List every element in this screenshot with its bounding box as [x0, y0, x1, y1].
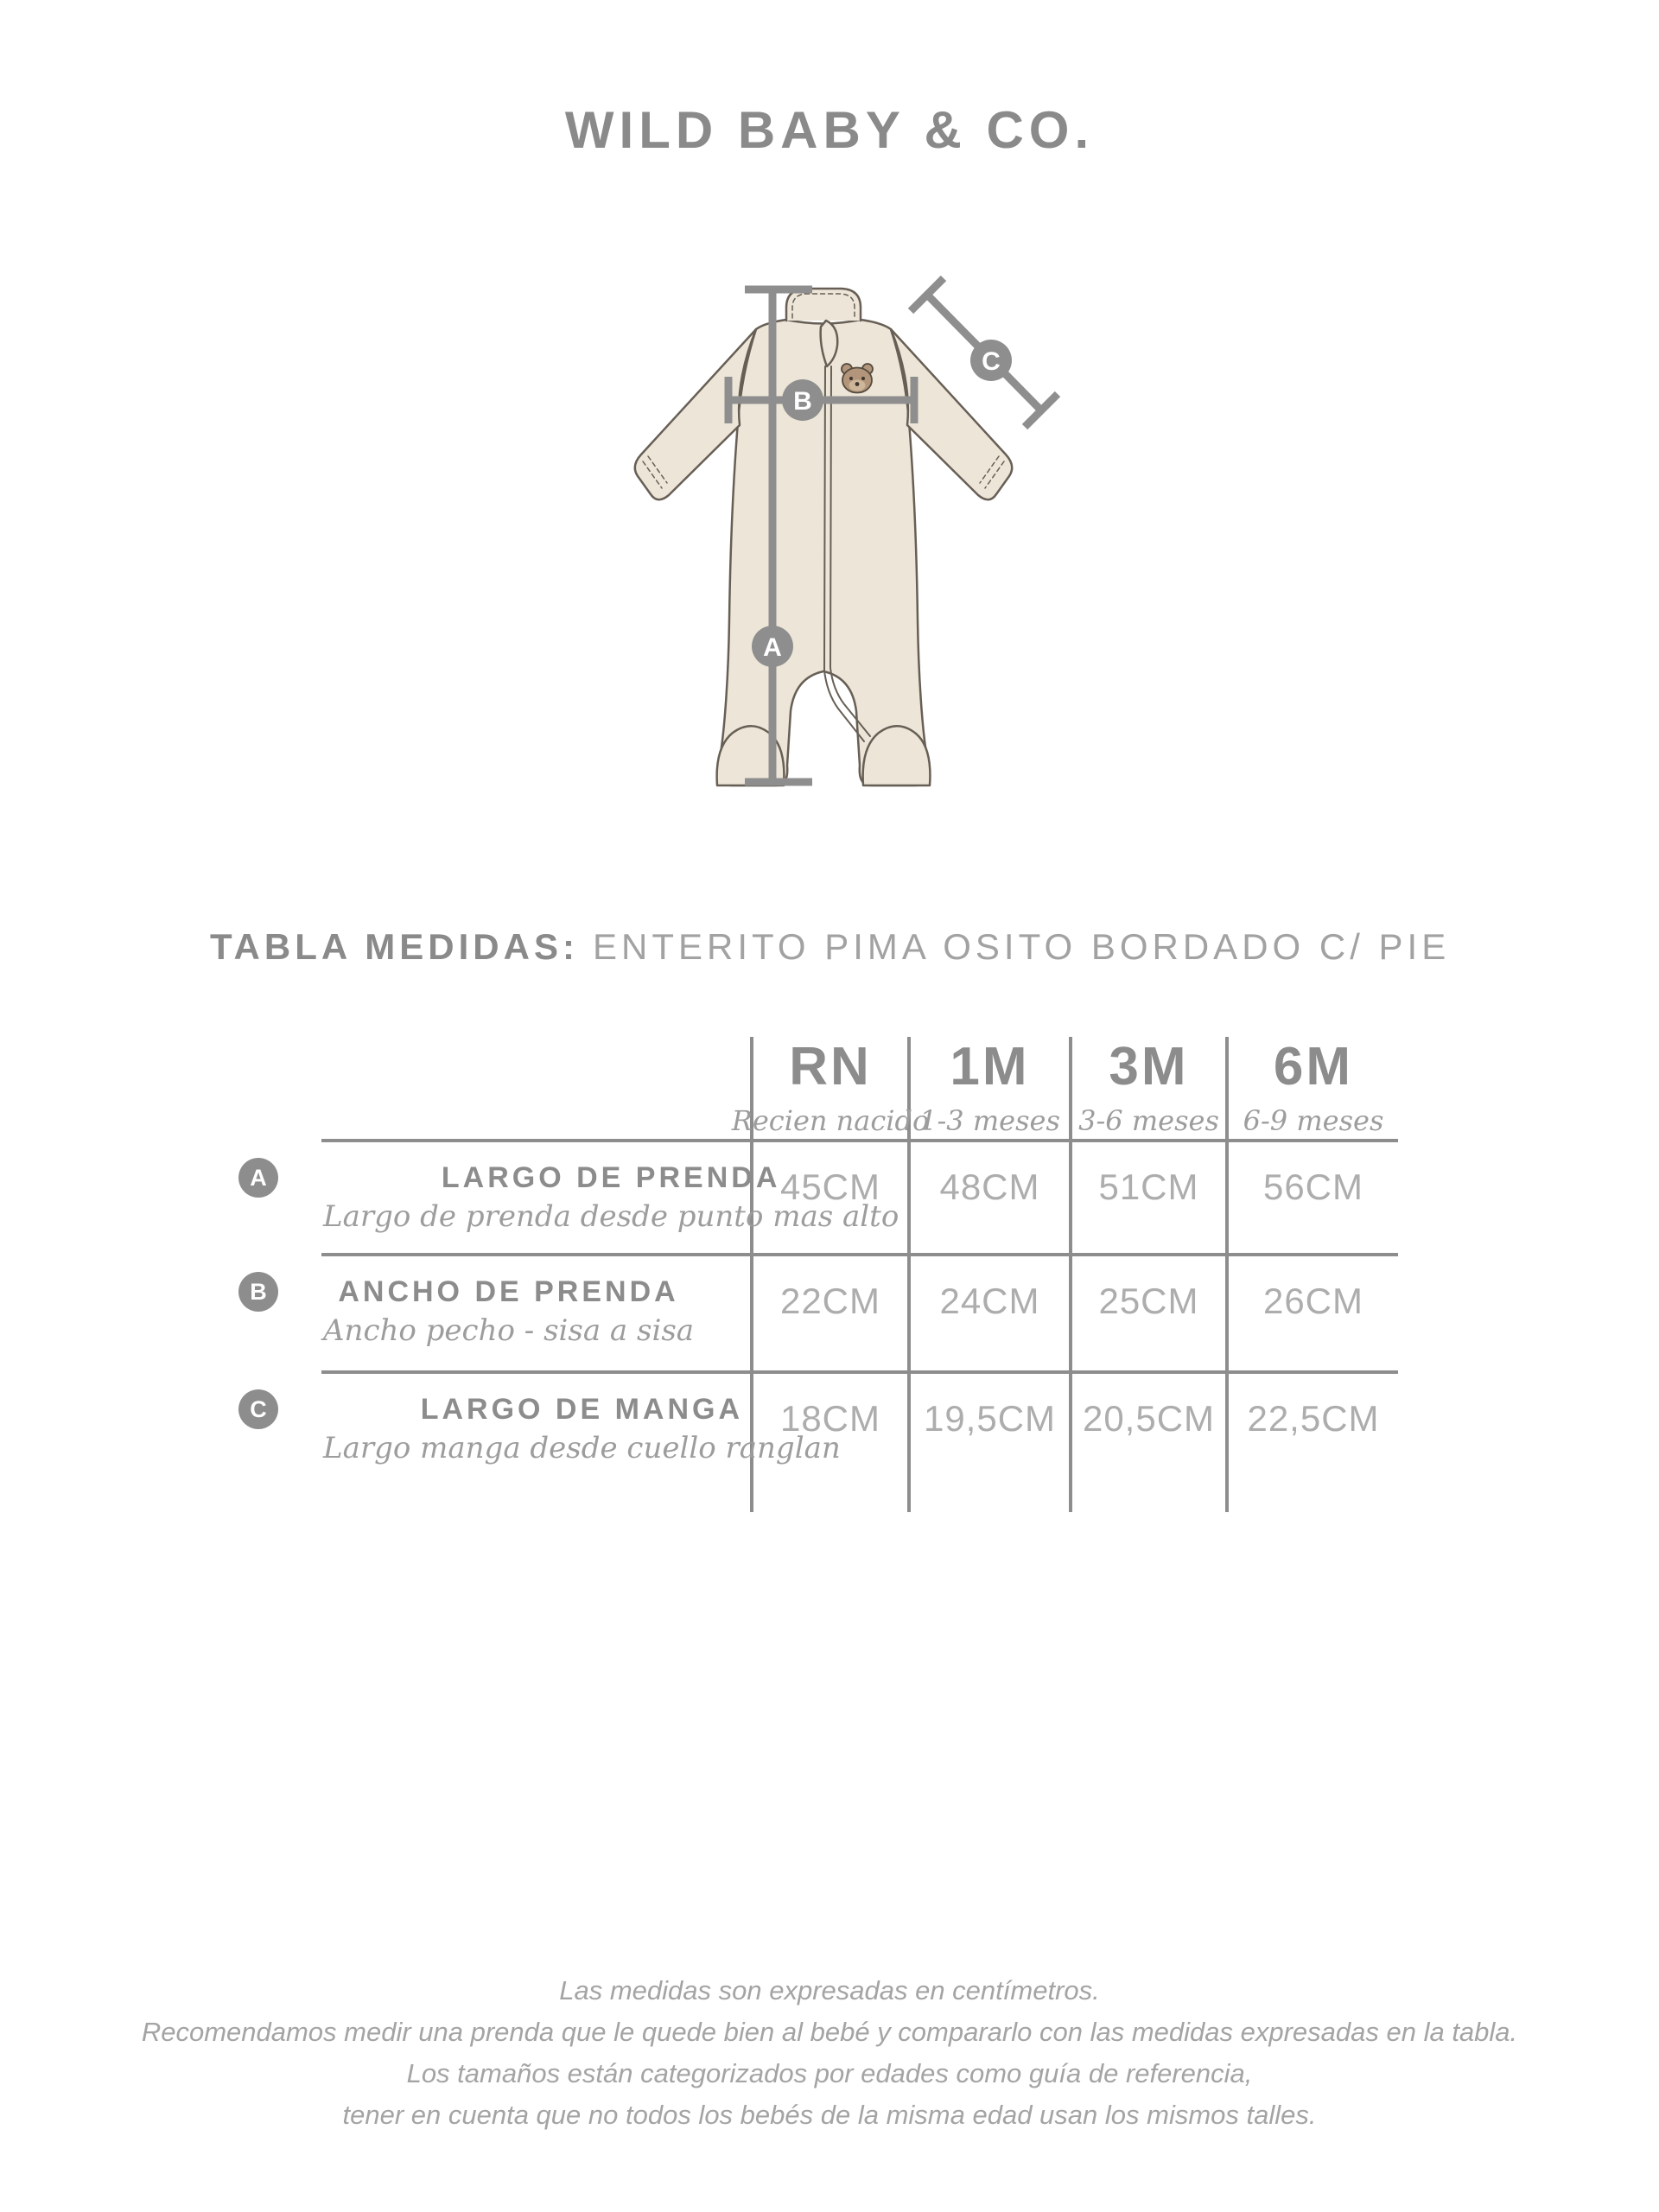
marker-b-badge: B — [238, 1272, 278, 1312]
footer-note — [0, 1970, 1659, 2136]
measure-name: LARGO DE MANGA — [420, 1393, 744, 1426]
size-value: 25CM — [1098, 1281, 1199, 1321]
size-value: 18CM — [779, 1398, 881, 1439]
size-code: 1M — [950, 1037, 1030, 1096]
onesie-garment — [635, 289, 1012, 785]
size-value: 20,5CM — [1082, 1398, 1216, 1439]
measure-description: Ancho pecho - sisa a sisa — [323, 1313, 695, 1348]
column-header-rn — [731, 1035, 930, 1141]
row-label-ancho-de-prenda — [233, 1255, 752, 1372]
measure-name: LARGO DE PRENDA — [441, 1161, 781, 1194]
size-value: 19,5CM — [923, 1398, 1057, 1439]
column-header-3m — [1071, 1035, 1227, 1141]
row-text — [323, 1272, 694, 1348]
size-age-range: Recien nacido — [731, 1104, 930, 1137]
measure-name: ANCHO DE PRENDA — [338, 1275, 679, 1308]
marker-a-badge: A — [238, 1158, 278, 1198]
size-value: 22,5CM — [1247, 1398, 1380, 1439]
size-age-range: 1-3 meses — [919, 1104, 1060, 1137]
footer-line: Las medidas son expresadas en centímetros. — [559, 1975, 1100, 2005]
onesie-illustration — [553, 275, 1158, 812]
measure-description: Largo de prenda desde punto mas alto — [323, 1199, 899, 1234]
column-header-6m — [1227, 1035, 1400, 1141]
size-code: RN — [789, 1037, 872, 1096]
footer-line: Recomendamos medir una prenda que le quede bien al bebé y compararlo con las medidas expresadas en la tabla. — [141, 2017, 1518, 2047]
marker-c-letter: C — [982, 347, 1001, 376]
size-age-range: 3-6 meses — [1078, 1104, 1219, 1137]
header-spacer — [233, 1035, 752, 1141]
footer-line: tener en cuenta que no todos los bebés de la misma edad usan los mismos talles. — [342, 2100, 1317, 2130]
size-value: 22CM — [779, 1281, 881, 1321]
size-value: 24CM — [939, 1281, 1040, 1321]
size-code: 3M — [1109, 1037, 1189, 1096]
marker-b-letter: B — [793, 387, 812, 416]
marker-c-badge: C — [238, 1389, 278, 1429]
size-value: 56CM — [1262, 1166, 1364, 1207]
size-age-range: 6-9 meses — [1243, 1104, 1384, 1137]
product-name: ENTERITO PIMA OSITO BORDADO C/ PIE — [592, 926, 1451, 967]
size-chart-table — [233, 1035, 1400, 1521]
size-value: 51CM — [1098, 1166, 1199, 1207]
size-code: 6M — [1273, 1037, 1354, 1096]
onesie-body — [719, 320, 927, 785]
size-table-heading-label: TABLA MEDIDAS: — [210, 926, 579, 967]
size-grid — [233, 1035, 1400, 1521]
measure-description: Largo manga desde cuello ranglan — [323, 1431, 841, 1465]
size-value: 26CM — [1262, 1281, 1364, 1321]
brand-title: WILD BABY & CO. — [564, 101, 1095, 159]
size-table-heading — [210, 926, 1592, 968]
column-header-1m — [909, 1035, 1071, 1141]
bear-icon — [842, 364, 873, 393]
size-value: 48CM — [939, 1166, 1040, 1207]
size-value: 45CM — [779, 1166, 881, 1207]
footer-line: Los tamaños están categorizados por edades como guía de referencia, — [406, 2058, 1253, 2088]
marker-a-letter: A — [763, 633, 782, 662]
